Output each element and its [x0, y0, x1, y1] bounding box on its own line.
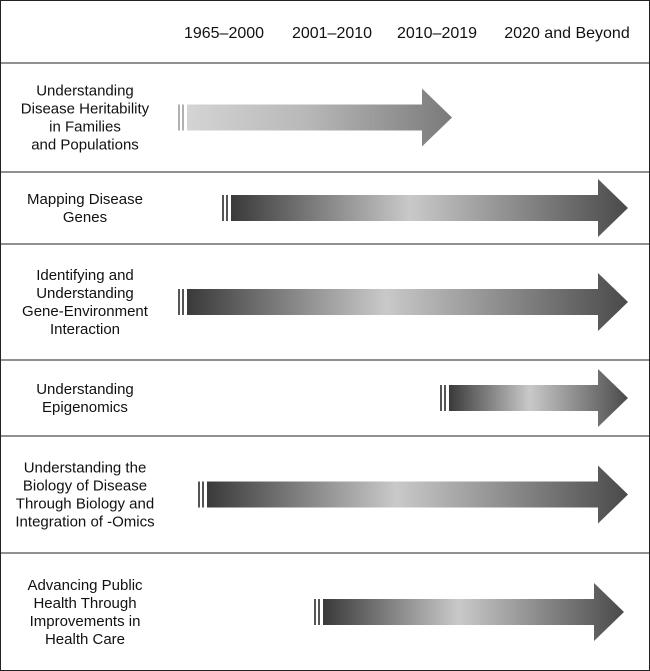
- row-label-line: Interaction: [49, 321, 121, 338]
- row-label-line: Understanding: [36, 381, 134, 398]
- row-label-line: Gene-Environment: [22, 303, 148, 320]
- row-label: [15, 460, 154, 531]
- row-label-line: Genes: [62, 209, 108, 226]
- row-label-line: Identifying and: [36, 267, 134, 284]
- row-label-line: Understanding the: [23, 459, 147, 477]
- row-label: [36, 381, 134, 416]
- row-label-line: Understanding: [36, 82, 134, 100]
- row-label-line: Biology of Disease: [22, 477, 148, 495]
- row-label-line: Through Biology and: [15, 495, 155, 513]
- row-label-line: Advancing Public: [27, 577, 143, 594]
- row-label-line: Health Care: [44, 631, 126, 648]
- row-label-line: Understanding: [36, 285, 134, 302]
- period-label-3: 2010–2019: [396, 25, 478, 42]
- period-label-4: 2020 and Beyond: [504, 25, 630, 42]
- row-label-line: Mapping Disease: [27, 191, 143, 208]
- row-label-line: Disease Heritability: [20, 100, 150, 118]
- row-label-line: in Families: [49, 118, 121, 136]
- row-label-line: Health Through: [33, 595, 137, 612]
- row-label-line: Epigenomics: [42, 399, 128, 416]
- period-label-2: 2001–2010: [291, 25, 373, 42]
- row-label-line: Improvements in: [29, 613, 141, 630]
- row-label-line: and Populations: [31, 136, 139, 154]
- period-label-1: 1965–2000: [183, 25, 265, 42]
- row-label-line: Integration of -Omics: [15, 513, 155, 531]
- header-row: [184, 25, 630, 42]
